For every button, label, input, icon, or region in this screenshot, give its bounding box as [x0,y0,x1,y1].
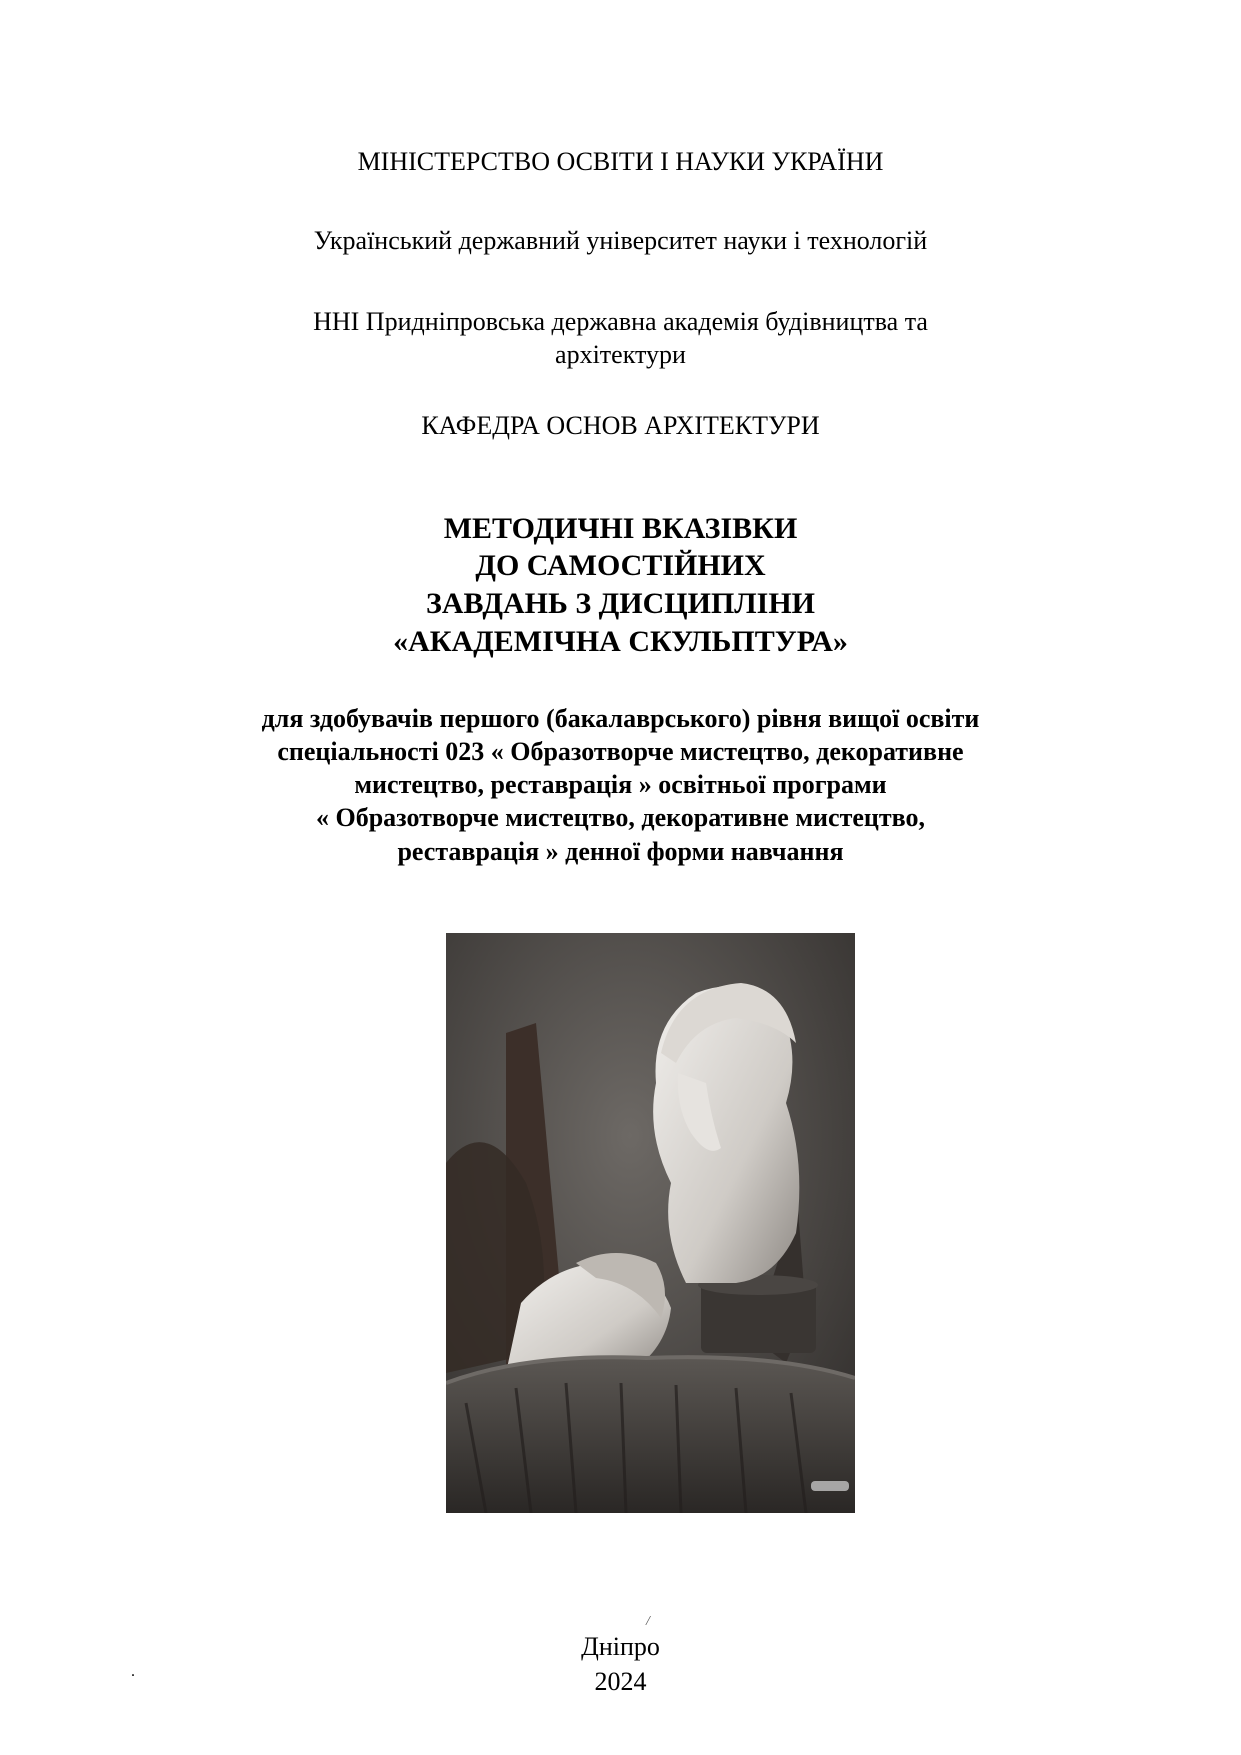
audience-line4: « Образотворче мистецтво, декоративне мистецтво, [315,803,926,832]
document-title-line2: ДО САМОСТІЙНИХ [475,549,766,582]
ministry-heading: МІНІСТЕРСТВО ОСВІТИ І НАУКИ УКРАЇНИ [357,147,884,176]
department-name: КАФЕДРА ОСНОВ АРХІТЕКТУРИ [421,411,820,440]
audience-line2: спеціальності 023 « Образотворче мистецтво, декоративне [277,737,964,766]
institute-name-line2: архітектури [555,340,686,369]
audience-line3: мистецтво, реставрація » освітньої програми [354,770,887,799]
city-name: Дніпро [581,1632,660,1661]
stray-dot: . [131,1663,135,1680]
document-title-line1: МЕТОДИЧНІ ВКАЗІВКИ [443,512,798,545]
audience-line5: реставрація » денної форми навчання [397,837,844,866]
sculpture-photo [446,933,855,1513]
audience-line1: для здобувачів першого (бакалаврського) рівня вищої освіти [261,704,980,733]
university-name: Український державний університет науки і технологій [313,226,928,255]
slash-mark: / [646,1614,650,1629]
document-title-line4: «АКАДЕМІЧНА СКУЛЬПТУРА» [393,625,848,658]
document-title-line3: ЗАВДАНЬ З ДИСЦИПЛІНИ [425,587,816,620]
publication-year: 2024 [594,1667,647,1696]
institute-name-line1: ННІ Придніпровська державна академія будівництва та [313,307,928,336]
